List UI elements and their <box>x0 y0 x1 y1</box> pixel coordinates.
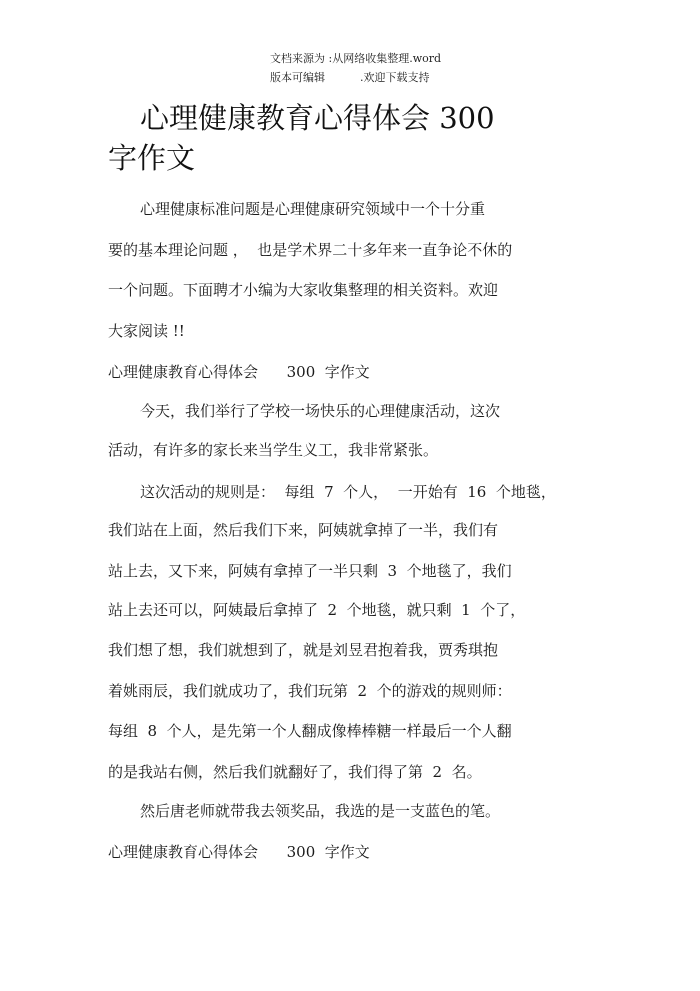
paragraph-line: 我们想了想，我们就想到了，就是刘昱君抱着我，贾秀琪抱 <box>108 641 499 659</box>
paragraph-line: 站上去还可以，阿姨最后拿掉了 2 个地毯，就只剩 1 个了， <box>108 601 526 619</box>
paragraph-line: 每组 8 个人，是先第一个人翻成像棒棒糖一样最后一个人翻 <box>108 722 512 740</box>
paragraph-line: 活动，有许多的家长来当学生义工，我非常紧张。 <box>108 441 439 459</box>
paragraph-line: 我们站在上面，然后我们下来，阿姨就拿掉了一半，我们有 <box>108 521 499 539</box>
header-source-note: 文档来源为 :从网络收集整理.word <box>270 52 442 65</box>
section-heading: 心理健康教育心得体会 300 字作文 <box>108 843 370 861</box>
paragraph-line: 站上去，又下来，阿姨有拿掉了一半只剩 3 个地毯了，我们 <box>108 562 512 580</box>
paragraph-line: 大家阅读 !! <box>108 322 185 340</box>
paragraph-line: 心理健康标准问题是心理健康研究领域中一个十分重 <box>140 200 486 218</box>
paragraph-line: 今天，我们举行了学校一场快乐的心理健康活动，这次 <box>140 402 501 420</box>
header-edit-note: 版本可编辑 .欢迎下载支持 <box>270 71 430 84</box>
paragraph-line: 这次活动的规则是： 每组 7 个人， 一开始有 16 个地毯， <box>140 483 556 501</box>
document-title-line1: 心理健康教育心得体会 300 <box>140 101 495 135</box>
paragraph-line: 的是我站右侧，然后我们就翻好了，我们得了第 2 名。 <box>108 763 482 781</box>
section-heading: 心理健康教育心得体会 300 字作文 <box>108 363 370 381</box>
document-title-line2: 字作文 <box>108 141 196 175</box>
paragraph-line: 要的基本理论问题 ， 也是学术界二十多年来一直争论不休的 <box>108 241 513 259</box>
paragraph-line: 着姚雨辰，我们就成功了，我们玩第 2 个的游戏的规则师： <box>108 682 512 700</box>
paragraph-line: 然后唐老师就带我去领奖品，我选的是一支蓝色的笔。 <box>140 802 501 820</box>
paragraph-line: 一个问题。下面聘才小编为大家收集整理的相关资料。欢迎 <box>108 281 499 299</box>
